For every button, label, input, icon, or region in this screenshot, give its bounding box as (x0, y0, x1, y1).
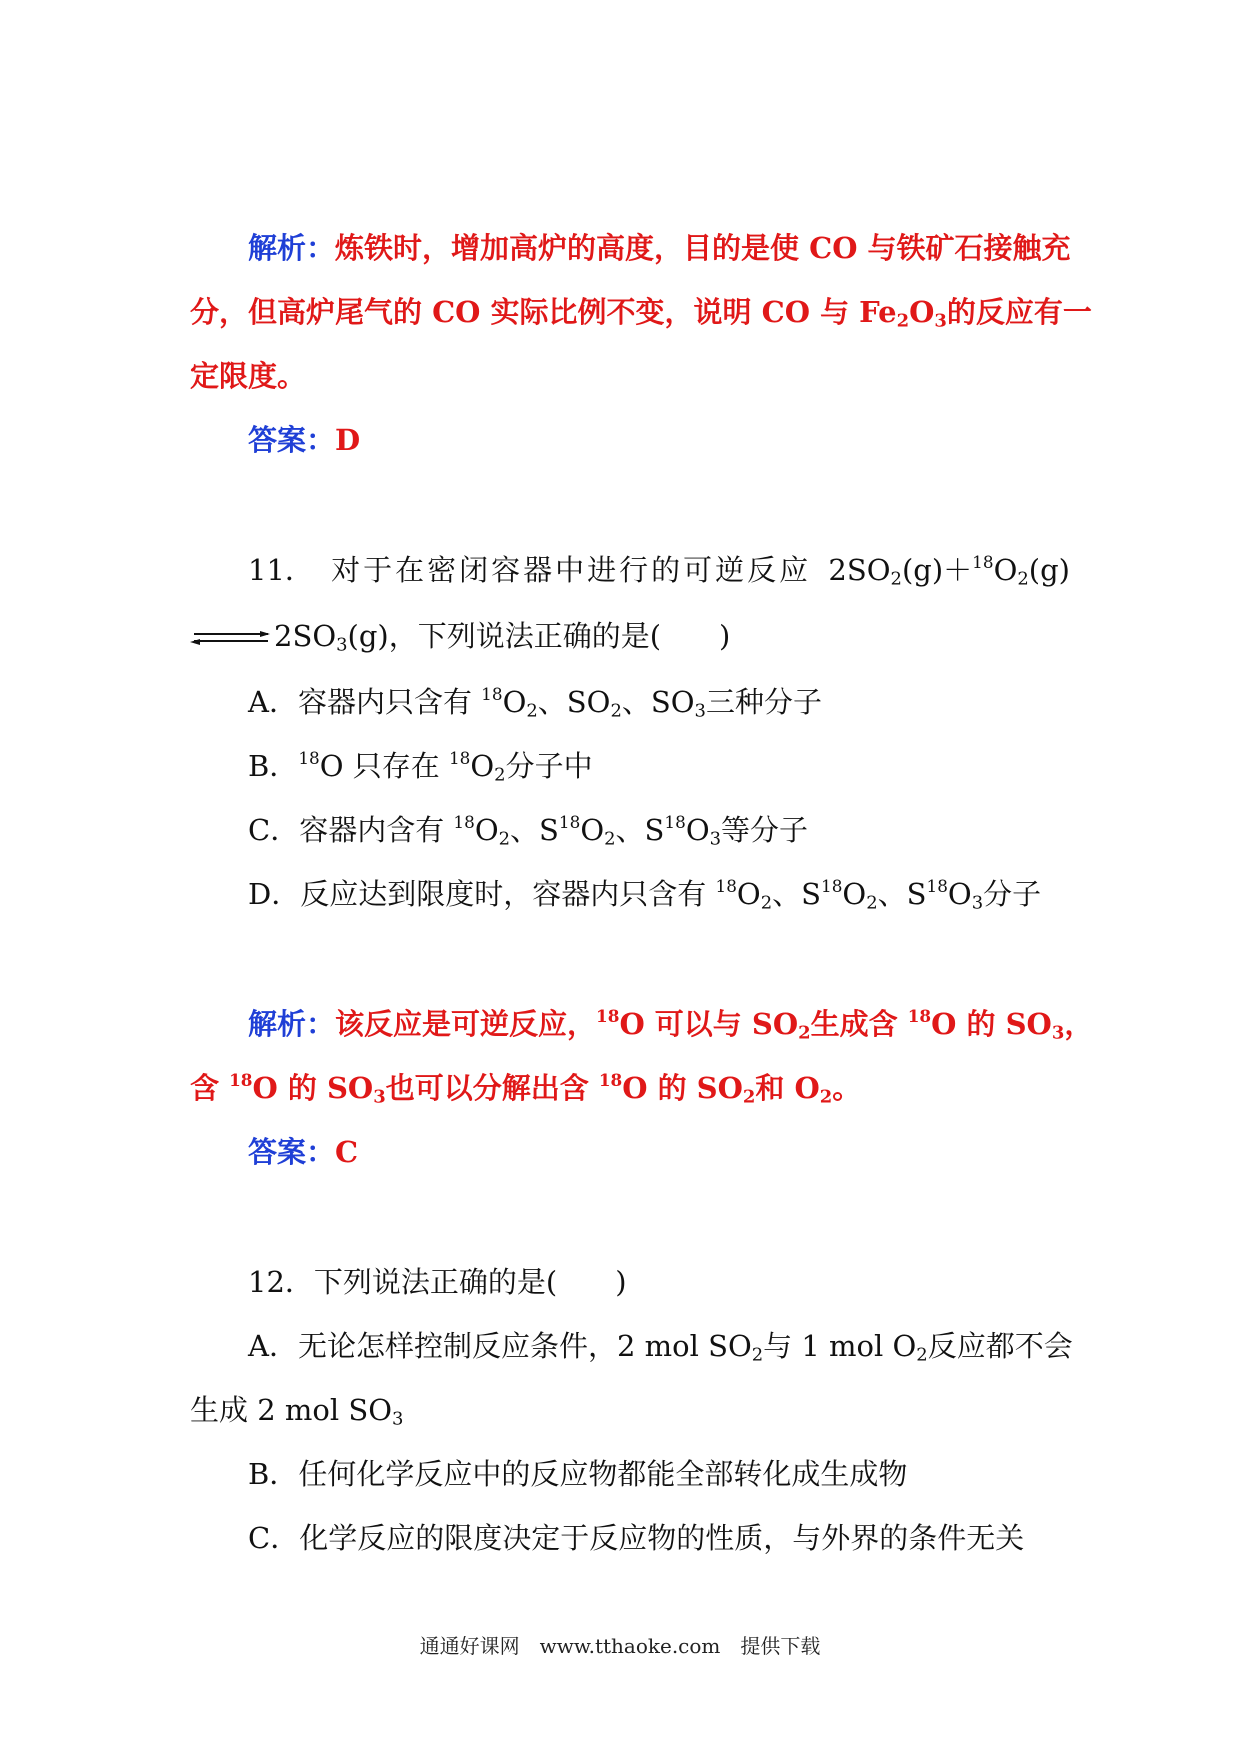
q12-option-b: B．任何化学反应中的反应物都能全部转化成生成物 (248, 1457, 908, 1491)
q12-option-a-line-2: 生成 2 mol $SO_3$ (190, 1393, 404, 1430)
analysis-label: 解析： (248, 231, 336, 265)
q10-answer (248, 420, 1070, 460)
q11-option-d: D．反应达到限度时，容器内只含有 $^{18}O_2$、$S^{18}O_2$、$S^{18}O_3$分子 (248, 876, 1042, 914)
question-number: 11． (248, 553, 314, 587)
question-stem: 下列说法正确的是( ) (313, 1265, 627, 1299)
q10-analysis-line-1: 解析：炼铁时，增加高炉的高度，目的是使 CO 与铁矿石接触充 (248, 231, 1071, 265)
q11-analysis-line-2: 含 $^{18}$O 的 $SO_3$也可以分解出含 $^{18}$O 的 $SO_2$和 $O_2$。 (190, 1070, 862, 1108)
answer-label: 答案： (248, 1135, 336, 1169)
reversible-arrow-icon (190, 628, 272, 648)
q12-option-c: C．化学反应的限度决定于反应物的性质，与外界的条件无关 (248, 1521, 1025, 1555)
q11-option-c: C．容器内含有 $^{18}O_2$、$S^{18}O_2$、$S^{18}O_3$等分子 (248, 812, 809, 850)
q11-option-b: B．$^{18}$O 只存在 $^{18}O_2$分子中 (248, 748, 593, 786)
q11-stem-line-1 (248, 550, 1070, 590)
q10-analysis-line-3: 定限度。 (190, 359, 307, 393)
question-stem: 对于在密闭容器中进行的可逆反应 (331, 553, 812, 587)
answer-value: D (335, 423, 361, 457)
answer-label: 答案： (248, 423, 336, 457)
q11-analysis-line-1: 解析：该反应是可逆反应，$^{18}$O 可以与 $SO_2$生成含 $^{18}$O 的 $SO_3$， (248, 1006, 1094, 1044)
q11-option-a: A．容器内只含有 $^{18}O_2$、$SO_2$、$SO_3$三种分子 (248, 684, 822, 722)
question-number: 12． (248, 1265, 314, 1299)
q11-answer (248, 1132, 1070, 1172)
q12-stem (248, 1262, 1070, 1302)
answer-value: C (335, 1135, 359, 1169)
q12-option-a-line-1: A．无论怎样控制反应条件，2 mol $SO_2$与 1 mol $O_2$反应都不会 (248, 1329, 1073, 1366)
analysis-label: 解析： (248, 1007, 336, 1041)
q10-analysis-line-2: 分，但高炉尾气的 CO 实际比例不变，说明 CO 与 $Fe_2O_3$的反应有一 (190, 295, 1092, 332)
equation-left: $2SO_2(g)+^{18}O_2(g)$ (828, 552, 1070, 590)
q11-stem-line-2: $2SO_3(g)$，下列说法正确的是( ) (190, 616, 1070, 656)
page-footer: 通通好课网 www.tthaoke.com 提供下载 (419, 1634, 821, 1658)
